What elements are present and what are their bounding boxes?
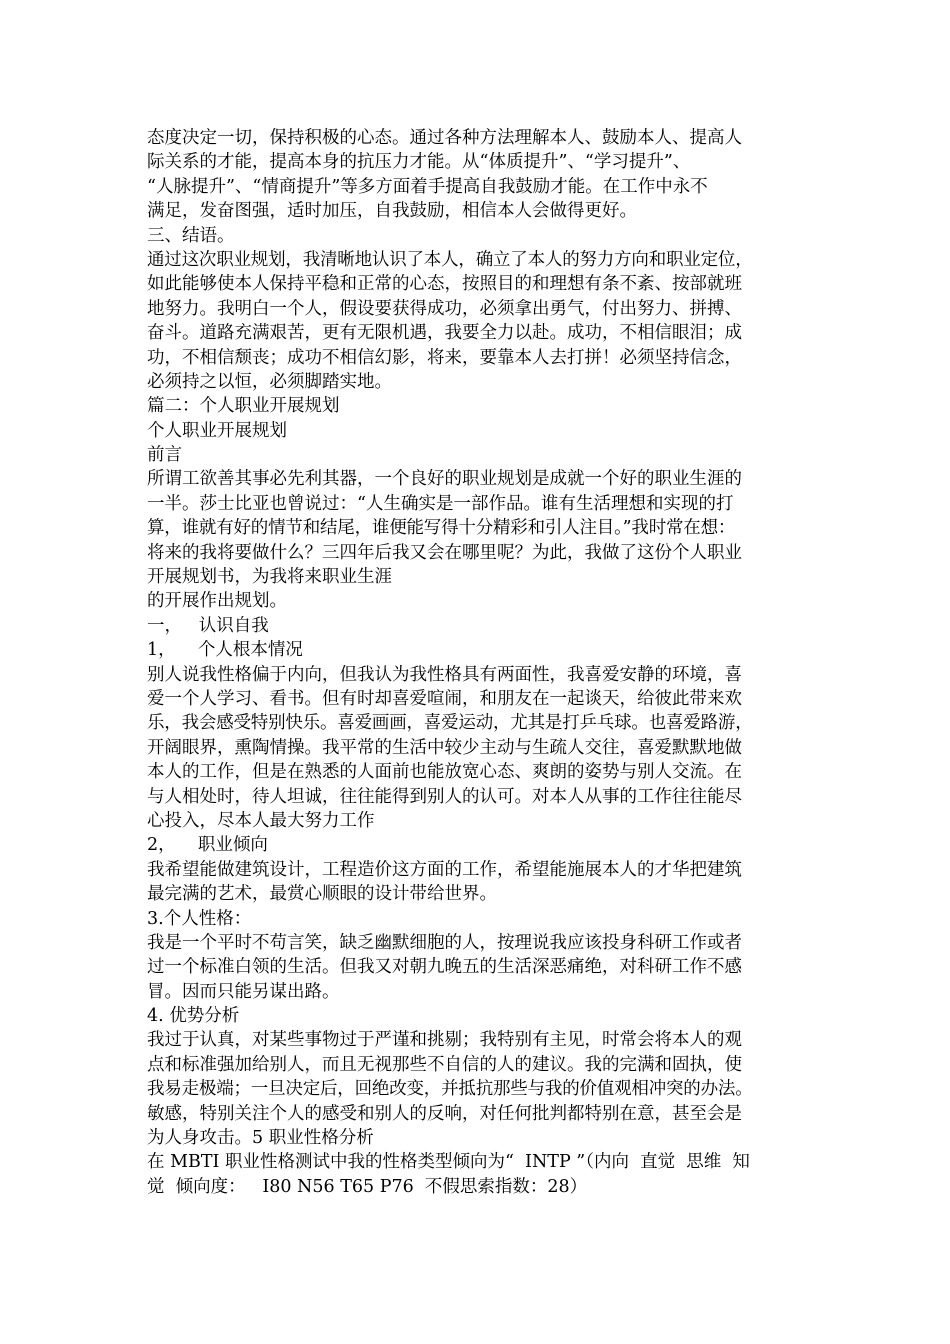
subsection-heading: 3.个人性格： — [147, 908, 252, 929]
text-line: 我希望能做建筑设计，工程造价这方面的工作，希望能施展本人的才华把建筑 — [147, 859, 742, 880]
text-line: 通过这次职业规划，我清晰地认识了本人，确立了本人的努力方向和职业定位， — [147, 249, 753, 270]
text-line: 如此能够使本人保持平稳和正常的心态，按照目的和理想有条不紊、按部就班 — [147, 274, 742, 295]
text-line: 我过于认真，对某些事物过于严谨和挑剔；我特别有主见，时常会将本人的观 — [147, 1030, 742, 1051]
text-line: 过一个标准白领的生活。但我又对朝九晚五的生活深恶痛绝，对科研工作不感 — [147, 957, 742, 978]
text-line: 算，谁就有好的情节和结尾，谁便能写得十分精彩和引人注目。”我时常在想： — [147, 518, 736, 539]
text-line: 开阔眼界，熏陶情操。我平常的生活中较少主动与生疏人交往，喜爱默默地做 — [147, 737, 742, 758]
text-line: 为人身攻击。5 职业性格分析 — [147, 1128, 374, 1149]
text-line: “人脉提升”、“情商提升”等多方面着手提高自我鼓励才能。在工作中永不 — [147, 176, 708, 197]
text-line: 所谓工欲善其事必先利其器，一个良好的职业规划是成就一个好的职业生涯的 — [147, 469, 742, 490]
text-line: 际关系的才能，提高本身的抗压力才能。从“体质提升”、“学习提升”、 — [147, 152, 691, 173]
text-line: 态度决定一切，保持积极的心态。通过各种方法理解本人、鼓励本人、提高人 — [147, 128, 742, 148]
text-line: 将来的我将要做什么？三四年后我又会在哪里呢？为此，我做了这份个人职业 — [147, 542, 742, 563]
text-line: 敏感，特别关注个人的感受和别人的反响，对任何批判都特别在意，甚至会是 — [147, 1103, 742, 1124]
section-heading: 一， 认识自我 — [147, 615, 269, 636]
text-line: 我易走极端；一旦决定后，回绝改变，并抵抗那些与我的价值观相冲突的办法。 — [147, 1079, 753, 1100]
text-line: 的开展作出规划。 — [147, 591, 287, 612]
text-line: 心投入，尽本人最大努力工作 — [147, 810, 375, 831]
subsection-heading: 4. 优势分析 — [147, 1006, 240, 1027]
text-line: 功，不相信颓丧；成功不相信幻影，将来，要靠本人去打拼！必须坚持信念， — [147, 347, 742, 368]
subsection-heading: 1， 个人根本情况 — [147, 640, 303, 661]
text-line: 在 MBTI 职业性格测试中我的性格类型倾向为“ INTP ”（内向 直觉 思维 知 — [147, 1152, 750, 1173]
text-line: 一半。莎士比亚也曾说过：“人生确实是一部作品。谁有生活理想和实现的打 — [147, 493, 734, 514]
section-heading: 前言 — [147, 445, 182, 466]
text-line: 觉 倾向度： I80 N56 T65 P76 不假思索指数：28） — [147, 1176, 588, 1197]
chapter-heading: 篇二：个人职业开展规划 — [147, 396, 340, 417]
text-line: 最完满的艺术，最赏心顺眼的设计带给世界。 — [147, 884, 497, 905]
text-line: 地努力。我明白一个人，假设要获得成功，必须拿出勇气，付出努力、拼搏、 — [147, 298, 742, 319]
text-line: 与人相处时，待人坦诚，往往能得到别人的认可。对本人从事的工作往往能尽 — [147, 786, 742, 807]
text-line: 开展规划书，为我将来职业生涯 — [147, 567, 392, 588]
section-heading: 三、结语。 — [147, 225, 235, 246]
text-line: 乐，我会感受特别快乐。喜爱画画，喜爱运动，尤其是打乒乓球。也喜爱路游， — [147, 713, 753, 734]
text-line: 我是一个平时不苟言笑，缺乏幽默细胞的人，按理说我应该投身科研工作或者 — [147, 932, 742, 953]
text-line: 爱一个人学习、看书。但有时却喜爱喧闹，和朋友在一起谈天，给彼此带来欢 — [147, 688, 742, 709]
text-line: 奋斗。道路充满艰苦，更有无限机遇，我要全力以赴。成功，不相信眼泪；成 — [147, 323, 742, 344]
text-line: 必须持之以恒，必须脚踏实地。 — [147, 371, 392, 392]
text-line: 冒。因而只能另谋出路。 — [147, 981, 340, 1002]
document-body — [147, 126, 812, 1199]
text-line: 满足，发奋图强，适时加压，自我鼓励，相信本人会做得更好。 — [147, 201, 637, 222]
text-line: 点和标准强加给别人，而且无视那些不自信的人的建议。我的完满和固执，使 — [147, 1054, 742, 1075]
text-line: 别人说我性格偏于内向，但我认为我性格具有两面性，我喜爱安静的环境，喜 — [147, 664, 742, 685]
document-title: 个人职业开展规划 — [147, 420, 287, 441]
subsection-heading: 2， 职业倾向 — [147, 835, 268, 856]
text-line: 本人的工作，但是在熟悉的人面前也能放宽心态、爽朗的姿势与别人交流。在 — [147, 762, 742, 783]
